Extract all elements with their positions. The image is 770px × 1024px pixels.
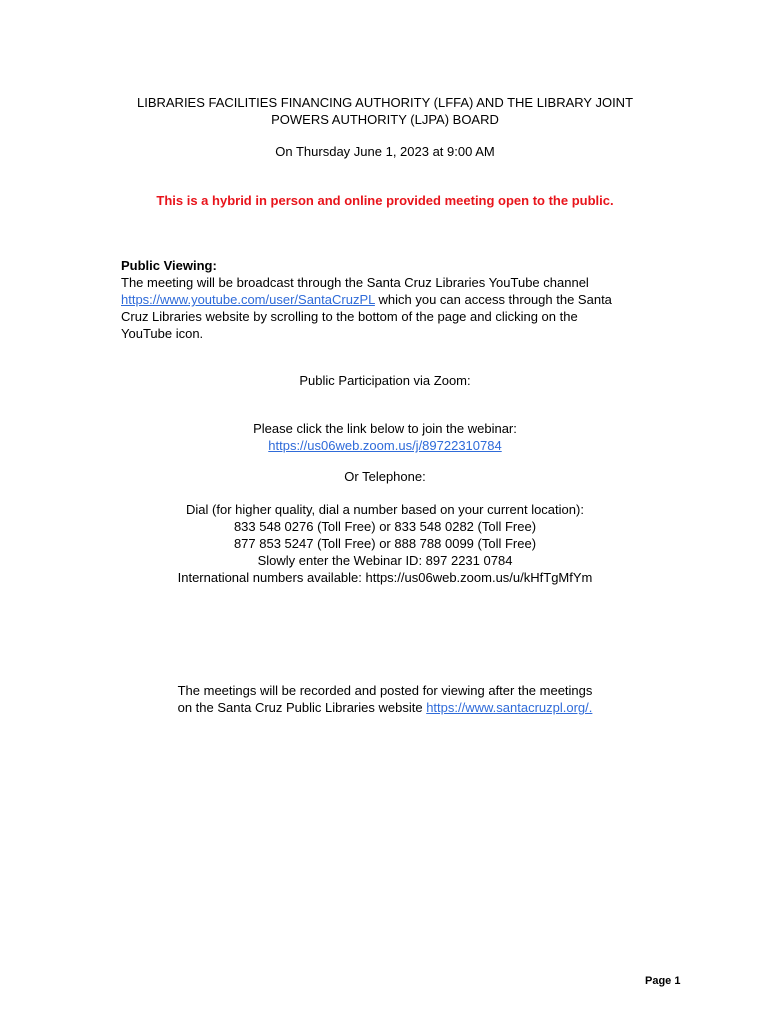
webinar-id: Slowly enter the Webinar ID: 897 2231 0784 [257, 553, 513, 568]
title-line-1: LIBRARIES FACILITIES FINANCING AUTHORITY (LFFA) AND THE LIBRARY JOINT [136, 95, 634, 110]
public-viewing-line-1: The meeting will be broadcast through the Santa Cruz Libraries YouTube channel [121, 275, 589, 290]
document-title [0, 94, 770, 128]
hybrid-meeting-notice: This is a hybrid in person and online provided meeting open to the public. [156, 193, 614, 208]
telephone-heading: Or Telephone: [344, 469, 426, 484]
meeting-date: On Thursday June 1, 2023 at 9:00 AM [275, 144, 495, 159]
public-viewing-heading: Public Viewing: [121, 258, 217, 273]
page-number: Page 1 [645, 975, 681, 987]
dial-in-section [0, 501, 770, 586]
zoom-participation-heading: Public Participation via Zoom: [299, 373, 471, 388]
webinar-instruction: Please click the link below to join the webinar: [253, 421, 517, 436]
dial-intro: Dial (for higher quality, dial a number based on your current location): [186, 502, 584, 517]
international-numbers: International numbers available: https://us06web.zoom.us/u/kHfTgMfYm [177, 570, 593, 585]
library-website-link[interactable]: https://www.santacruzpl.org/. [426, 700, 593, 715]
phone-numbers-line-1: 833 548 0276 (Toll Free) or 833 548 0282 (Toll Free) [233, 519, 537, 534]
public-viewing-line-4: YouTube icon. [121, 326, 204, 341]
public-viewing-section [121, 257, 661, 342]
public-viewing-line-3: Cruz Libraries website by scrolling to the bottom of the page and clicking on the [121, 309, 578, 324]
recording-notice [0, 682, 770, 716]
recording-line-2 [0, 699, 770, 716]
webinar-section [0, 420, 770, 454]
recording-line-2-text: on the Santa Cruz Public Libraries website [177, 700, 427, 715]
public-viewing-line-2-text: which you can access through the Santa [374, 292, 612, 307]
zoom-webinar-link[interactable]: https://us06web.zoom.us/j/89722310784 [268, 438, 502, 453]
recording-line-1: The meetings will be recorded and posted for viewing after the meetings [177, 683, 593, 698]
youtube-channel-link[interactable]: https://www.youtube.com/user/SantaCruzPL [121, 292, 375, 307]
title-line-2: POWERS AUTHORITY (LJPA) BOARD [271, 112, 499, 127]
public-viewing-line-2 [121, 291, 661, 308]
phone-numbers-line-2: 877 853 5247 (Toll Free) or 888 788 0099 (Toll Free) [233, 536, 537, 551]
